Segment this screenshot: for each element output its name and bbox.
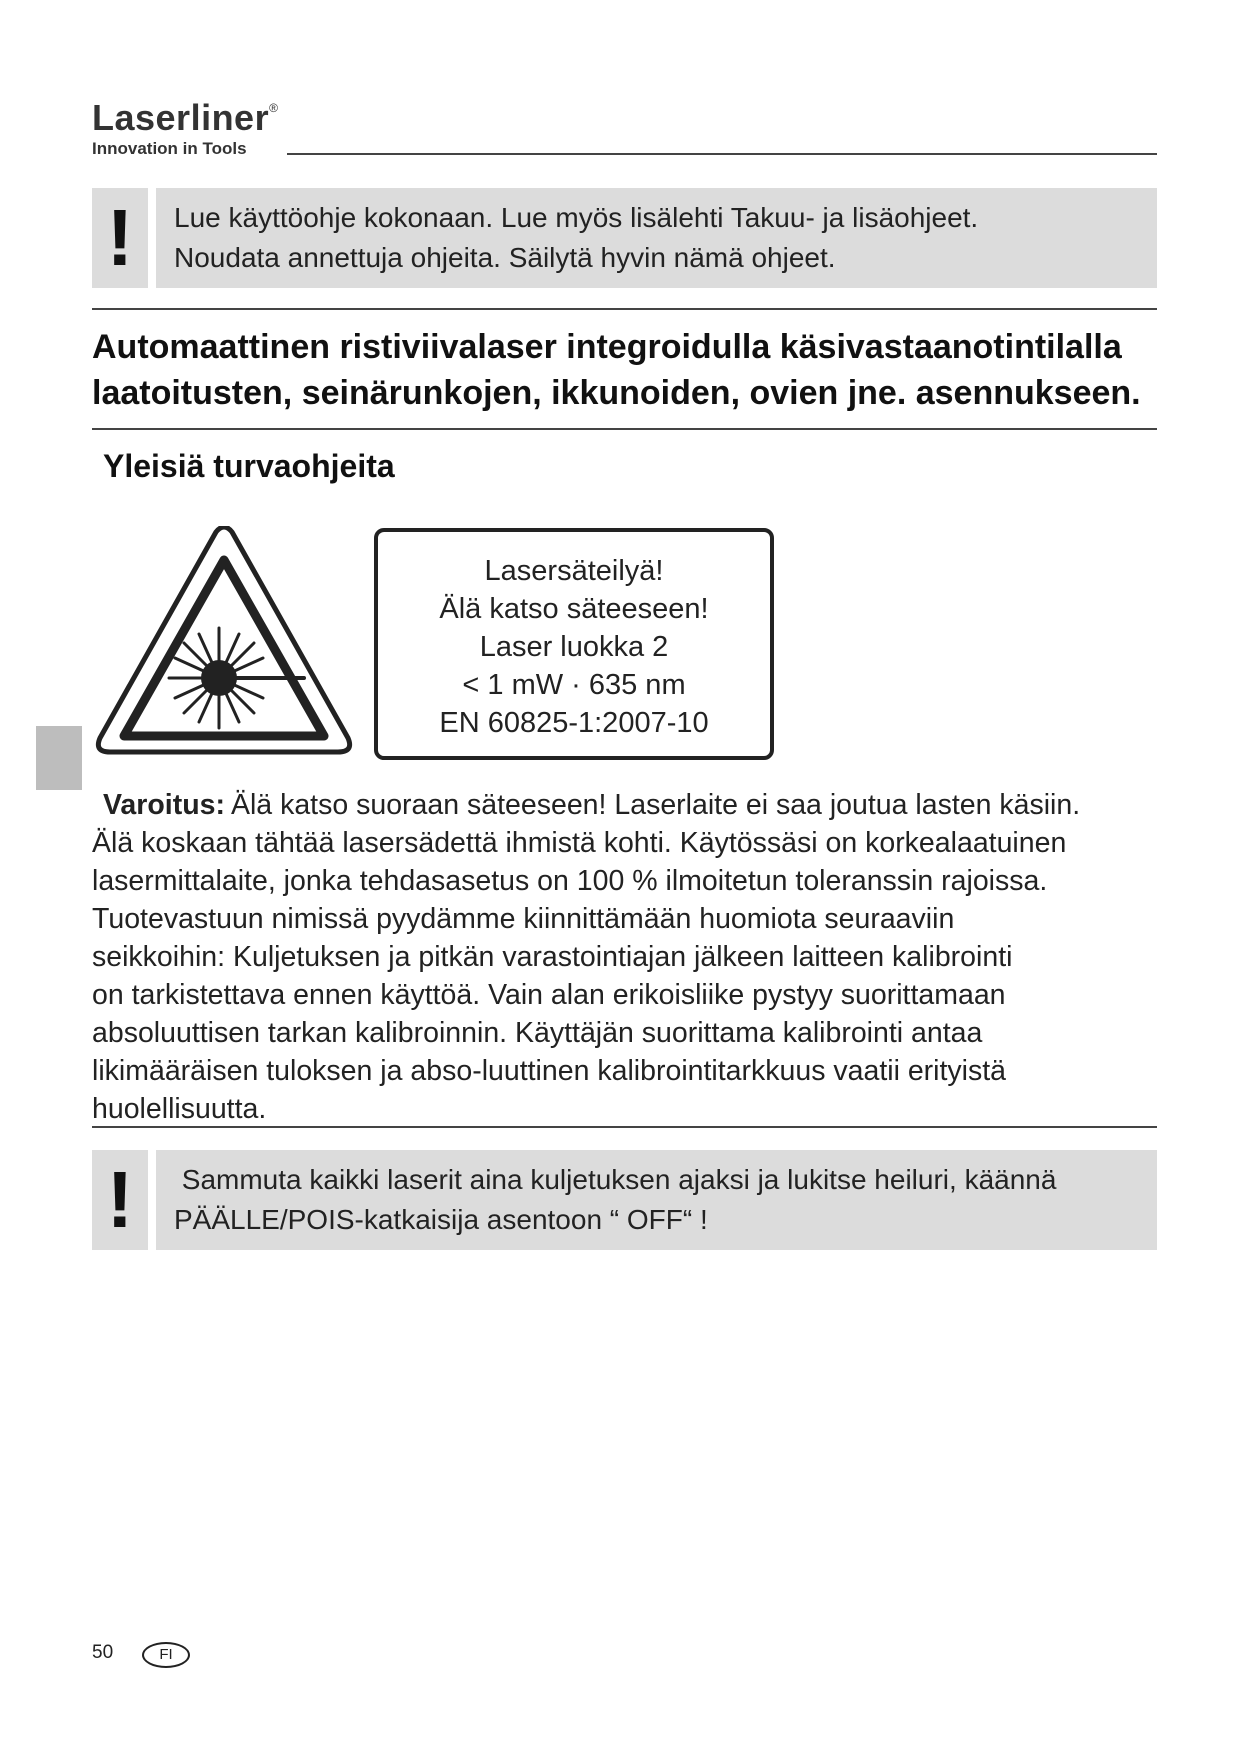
label-line: < 1 mW · 635 nm: [462, 669, 686, 701]
title-line: Automaattinen ristiviivalaser integroidulla käsivastaanotintilalla: [92, 328, 1122, 366]
notice-top: [156, 188, 1157, 288]
brand-logo: [92, 97, 279, 138]
paragraph-line: absoluuttisen tarkan kalibroinnin. Käyttäjän suorittama kalibrointi antaa: [92, 1017, 983, 1049]
registered-mark: ®: [269, 101, 279, 115]
divider: [92, 1126, 1157, 1128]
exclamation-icon: !: [92, 188, 148, 288]
paragraph-line: lasermittalaite, jonka tehdasasetus on 100 % ilmoitetun toleranssin rajoissa.: [92, 865, 1048, 897]
laser-label: [374, 528, 774, 760]
notice-line: Lue käyttöohje kokonaan. Lue myös lisälehti Takuu- ja lisäohjeet.: [174, 202, 979, 233]
notice-line: PÄÄLLE/POIS-katkaisija asentoon “ OFF“ !: [174, 1204, 708, 1235]
label-line: Laser luokka 2: [479, 631, 669, 663]
brand-tagline: Innovation in Tools: [92, 139, 247, 158]
page-title: [92, 324, 1172, 416]
divider: [92, 308, 1157, 310]
page-number: 50: [92, 1642, 114, 1663]
warning-first-line: Varoitus: Älä katso suoraan säteeseen! Laserlaite ei saa joutua lasten käsiin.: [92, 786, 1172, 824]
paragraph-line: Tuotevastuun nimissä pyydämme kiinnittämään huomiota seuraaviin: [92, 903, 955, 935]
label-line: Lasersäteilyä!: [484, 555, 664, 587]
section-heading: Yleisiä turvaohjeita: [103, 448, 395, 484]
laser-warning-icon: [94, 526, 354, 760]
paragraph-line: huolellisuutta.: [92, 1093, 267, 1125]
warning-paragraph: [92, 786, 1172, 1128]
paragraph-line: Älä koskaan tähtää lasersädettä ihmistä kohti. Käytössäsi on korkealaatuinen: [92, 827, 1067, 859]
exclamation-icon: !: [92, 1150, 148, 1250]
label-line: Älä katso säteeseen!: [439, 593, 709, 625]
warning-label: Varoitus:: [103, 789, 225, 821]
paragraph-line: on tarkistettava ennen käyttöä. Vain alan erikoisliike pystyy suorittamaan: [92, 979, 1006, 1011]
notice-bottom: [156, 1150, 1157, 1250]
divider: [92, 428, 1157, 430]
label-line: EN 60825-1:2007-10: [439, 707, 709, 739]
title-line: laatoitusten, seinärunkojen, ikkunoiden, ovien jne. asennukseen.: [92, 374, 1141, 412]
header-divider: [287, 153, 1157, 155]
paragraph-line: seikkoihin: Kuljetuksen ja pitkän varastointiajan jälkeen laitteen kalibrointi: [92, 941, 1013, 973]
brand-name: Laserliner: [92, 97, 270, 138]
side-tab-marker: [36, 726, 82, 790]
notice-line: Sammuta kaikki laserit aina kuljetuksen ajaksi ja lukitse heiluri, käännä: [174, 1164, 1057, 1195]
paragraph-line: likimääräisen tuloksen ja abso-luuttinen kalibrointitarkkuus vaatii erityistä: [92, 1055, 1007, 1087]
notice-line: Noudata annettuja ohjeita. Säilytä hyvin nämä ohjeet.: [174, 242, 836, 273]
language-badge: FI: [142, 1642, 190, 1668]
